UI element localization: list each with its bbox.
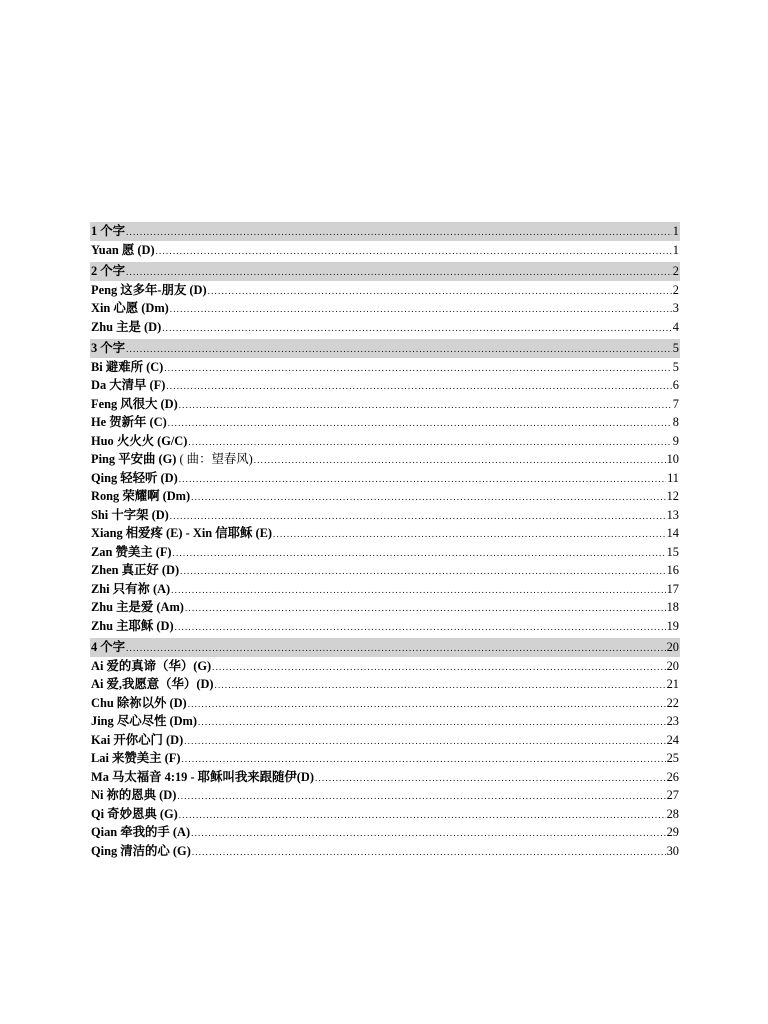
toc-entry-title-text: Zhi 只有祢 (A) [91,581,171,596]
dot-leader [188,695,666,713]
toc-page-number: 24 [666,732,679,747]
toc-entry-title [91,842,191,861]
toc-entry-title [91,281,207,300]
toc-entry-title-text: Qing 轻轻听 (D) [91,470,178,485]
toc-entry-title-text: Ni 祢的恩典 (D) [91,788,177,802]
dot-leader [170,300,672,318]
toc-entry-title-text: He 贺新年 (C) [91,415,167,429]
toc-page-number: 3 [672,301,679,315]
toc-entry[interactable] [90,805,680,824]
dot-leader [212,658,665,676]
toc-entry-title-text: Zhen 真正好 (D) [91,563,180,577]
toc-entry-title [91,694,187,713]
toc-entry[interactable] [90,487,680,506]
toc-page-number: 6 [672,378,679,392]
toc-entry-title-text: Kai 开你心门 (D) [91,732,184,747]
toc-page-number: 2 [672,282,679,297]
toc-entry[interactable] [90,413,680,432]
dot-leader [191,488,665,506]
toc-entry-title [91,469,178,488]
toc-entry[interactable] [90,318,680,337]
dot-leader [179,470,666,488]
toc-entry-title-text: Lai 来赞美主 (F) [91,751,181,765]
toc-page-number: 17 [666,581,679,596]
toc-entry-title-text: Yuan 愿 (D) [91,242,155,257]
toc-entry-title [91,222,125,241]
toc-entry-title-text: Ping 平安曲 (G) [91,452,177,466]
toc-entry-title [91,376,165,395]
toc-page-number: 15 [666,544,679,559]
toc-entry[interactable] [90,786,680,805]
toc-entry-title [91,675,214,694]
toc-entry[interactable] [90,281,680,300]
dot-leader [179,806,666,824]
toc-entry-title-text: Bi 避难所 (C) [91,359,164,374]
dot-leader [173,544,666,562]
dot-leader [126,263,672,281]
toc-page-number: 29 [666,825,679,839]
toc-entry-title-note: ( 曲：望春风) [176,452,253,466]
toc-entry-title-text: 3 个字 [91,341,126,355]
toc-entry[interactable] [90,506,680,525]
toc-entry[interactable] [90,694,680,713]
toc-entry-title-text: Qi 奇妙恩典 (G) [91,806,178,821]
toc-page-number: 5 [672,359,679,374]
dot-leader [126,639,666,657]
dot-leader [273,525,666,543]
toc-entry[interactable] [90,299,680,318]
toc-entry-title [91,395,178,414]
toc-entry[interactable] [90,598,680,617]
toc-entry[interactable] [90,241,680,260]
toc-page-number: 22 [666,695,679,710]
dot-leader [215,676,666,694]
toc-entry-title [91,638,125,657]
dot-leader [315,769,666,787]
toc-page-number: 18 [666,600,679,614]
toc-entry[interactable] [90,543,680,562]
dot-leader [198,713,666,731]
toc-section-heading[interactable] [90,262,680,281]
toc-page-number: 30 [666,843,679,858]
toc-entry-title-text: Huo 火火火 (G/C) [91,433,188,448]
toc-entry[interactable] [90,712,680,731]
toc-entry[interactable] [90,450,680,469]
toc-page-number: 20 [666,640,679,654]
toc-entry[interactable] [90,768,680,787]
toc-page-number: 13 [666,507,679,522]
toc-entry-title [91,617,174,636]
table-of-contents [90,222,680,860]
toc-entry-title [91,561,179,580]
toc-entry-title [91,805,178,824]
toc-entry-title-text: Da 大清早 (F) [91,378,166,392]
toc-page-number: 23 [666,714,679,728]
dot-leader [192,843,666,861]
toc-entry-title-text: Peng 这多年-朋友 (D) [91,282,207,297]
toc-entry[interactable] [90,561,680,580]
toc-entry-title [91,241,155,260]
toc-entry-title-text: Ma 马太福音 4:19 - 耶稣叫我来跟随伊(D) [91,769,315,784]
toc-page-number: 5 [672,341,679,355]
dot-leader [156,242,672,260]
toc-page-number: 27 [666,788,679,802]
toc-entry-title-text: Ai 爱的真谛（华）(G) [91,658,212,673]
toc-entry-title-text: Qing 清洁的心 (G) [91,843,191,858]
toc-entry[interactable] [90,675,680,694]
dot-leader [177,787,665,805]
toc-page-number: 1 [672,224,679,238]
toc-entry-title-text: Zhu 主是 (D) [91,319,162,334]
toc-section-heading[interactable] [90,339,680,358]
toc-page-number: 20 [666,658,679,673]
dot-leader [166,377,671,395]
toc-page-number: 12 [666,489,679,503]
toc-page-number: 7 [672,396,679,411]
toc-page-number: 19 [666,618,679,633]
dot-leader [168,414,672,432]
toc-page-number: 21 [666,677,679,691]
toc-page-number: 4 [672,319,679,334]
dot-leader [181,750,665,768]
toc-entry[interactable] [90,749,680,768]
toc-entry[interactable] [90,657,680,676]
dot-leader [179,396,672,414]
toc-entry-title-text: Zhu 主耶稣 (D) [91,618,174,633]
toc-entry-title-text: Xin 心愿 (Dm) [91,301,169,315]
toc-entry[interactable] [90,823,680,842]
toc-page-number: 1 [672,242,679,257]
toc-entry-title [91,262,125,281]
toc-entry-title [91,823,190,842]
dot-leader [164,359,672,377]
toc-section-heading[interactable] [90,222,680,241]
toc-entry-title [91,712,197,731]
toc-entry-title [91,598,184,617]
toc-page-number: 16 [666,563,679,577]
toc-page-number: 25 [666,751,679,765]
toc-entry[interactable] [90,395,680,414]
dot-leader [180,562,665,580]
toc-entry-title [91,299,169,318]
toc-entry-title [91,768,314,787]
dot-leader [126,340,672,358]
toc-entry[interactable] [90,524,680,543]
toc-page-number: 26 [666,769,679,784]
toc-entry-title [91,487,190,506]
toc-entry[interactable] [90,469,680,488]
toc-entry-title-text: 4 个字 [91,640,126,654]
toc-entry-title-text: 2 个字 [91,264,126,278]
toc-section-heading[interactable] [90,638,680,657]
dot-leader [185,599,666,617]
dot-leader [188,433,671,451]
toc-entry-title [91,450,253,469]
toc-page-number: 2 [672,264,679,278]
toc-entry-title [91,339,125,358]
toc-entry-title-text: Qian 牵我的手 (A) [91,825,191,839]
toc-entry[interactable] [90,580,680,599]
toc-entry[interactable] [90,731,680,750]
toc-page-number: 14 [666,526,679,540]
toc-entry[interactable] [90,432,680,451]
toc-entry[interactable] [90,376,680,395]
toc-entry-title-text: Rong 荣耀啊 (Dm) [91,489,191,503]
toc-entry-title-text: Chu 除祢以外 (D) [91,695,187,710]
dot-leader [171,581,665,599]
toc-entry-title [91,524,272,543]
toc-entry[interactable] [90,842,680,861]
toc-entry-title [91,749,180,768]
toc-entry-title-text: Xiang 相爱疼 (E) - Xin 信耶稣 (E) [91,526,273,540]
toc-entry-title-text: Zhu 主是爱 (Am) [91,600,184,614]
toc-page-number: 11 [667,470,679,485]
dot-leader [175,618,666,636]
toc-page-number: 28 [666,806,679,821]
toc-entry-title-text: Jing 尽心尽性 (Dm) [91,714,198,728]
toc-entry-title [91,358,163,377]
toc-entry-title [91,543,172,562]
toc-page-number: 10 [666,452,679,466]
toc-entry-title [91,432,187,451]
toc-entry-title-text: Shi 十字架 (D) [91,507,169,522]
toc-entry-title [91,580,170,599]
dot-leader [191,824,665,842]
dot-leader [208,282,672,300]
dot-leader [126,223,672,241]
toc-entry-title [91,413,167,432]
toc-page-number: 9 [672,433,679,448]
dot-leader [184,732,665,750]
dot-leader [162,319,672,337]
dot-leader [254,451,666,469]
dot-leader [170,507,666,525]
toc-entry[interactable] [90,358,680,377]
toc-entry-title-text: Ai 爱,我愿意（华）(D) [91,677,214,691]
toc-entry-title [91,731,183,750]
toc-page-number: 8 [672,415,679,429]
toc-entry-title [91,786,176,805]
toc-entry-title-text: Feng 风很大 (D) [91,396,178,411]
toc-entry-title-text: 1 个字 [91,224,126,238]
toc-entry-title [91,506,169,525]
toc-entry-title-text: Zan 赞美主 (F) [91,544,172,559]
toc-entry-title [91,318,161,337]
toc-entry-title [91,657,211,676]
toc-entry[interactable] [90,617,680,636]
